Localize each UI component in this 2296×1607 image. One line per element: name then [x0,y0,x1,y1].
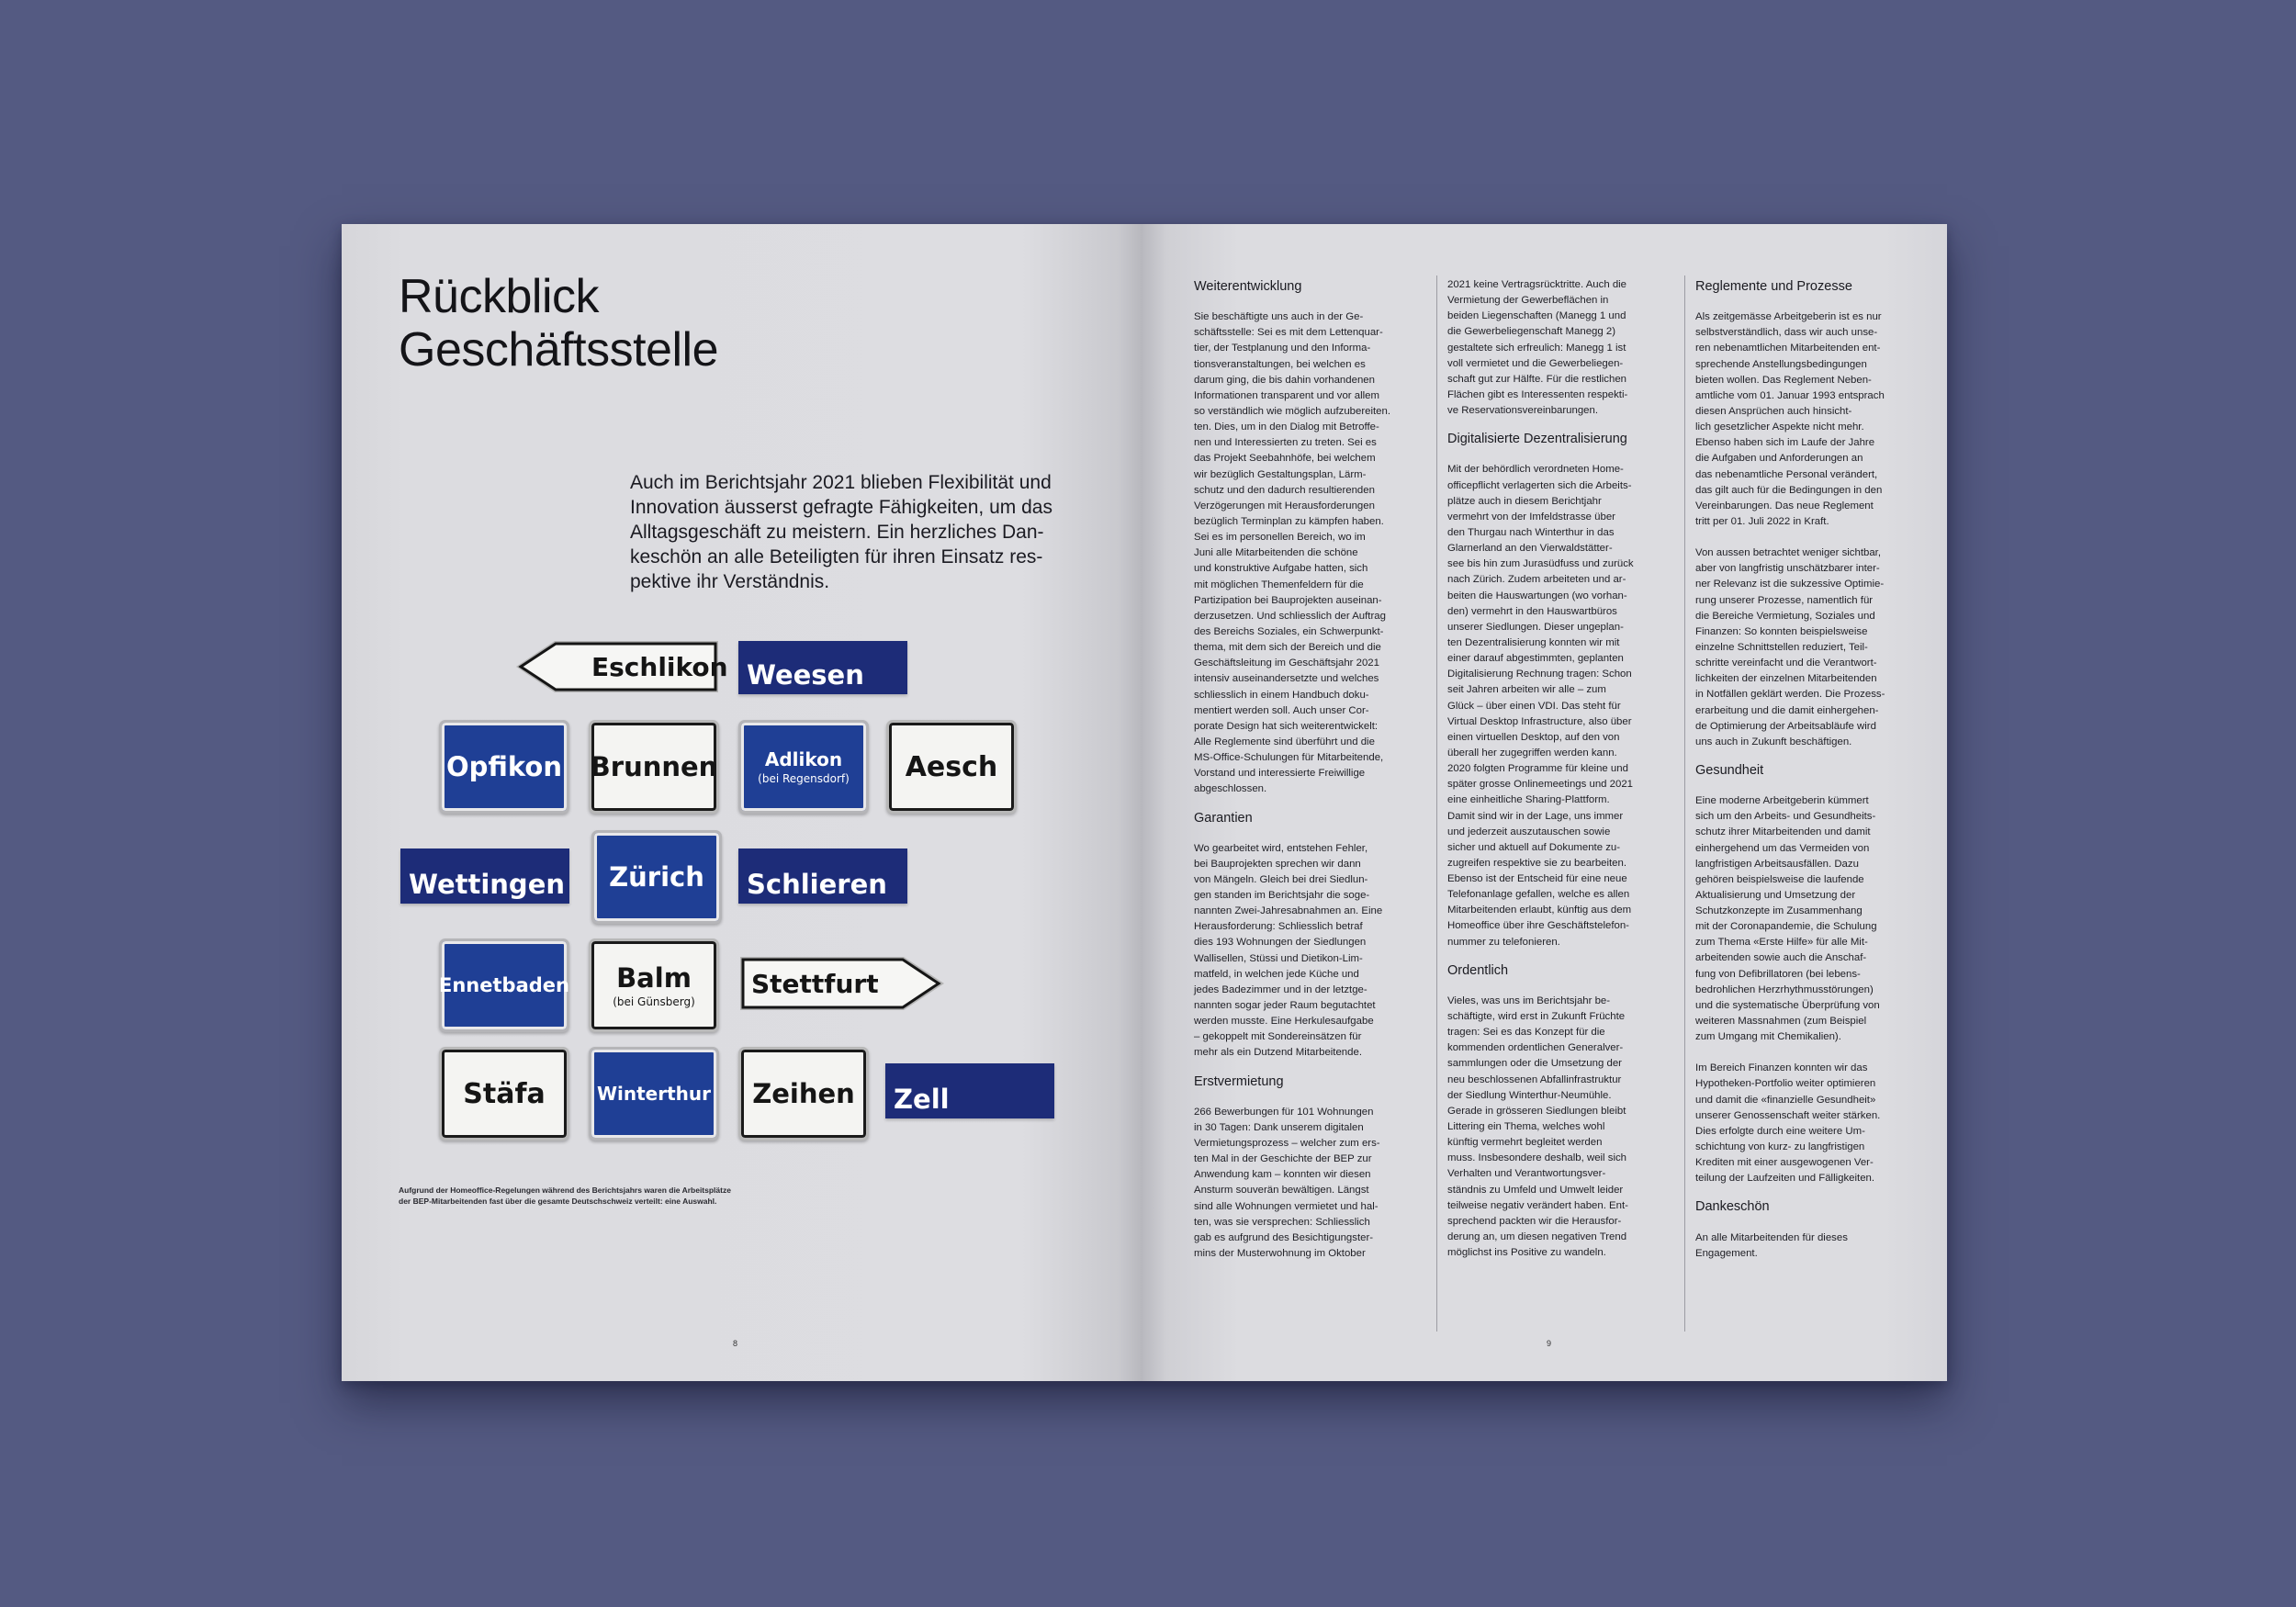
body-text-line: MS-Office-Schulungen für Mitarbeitende, [1194,752,1384,764]
body-text-line: Wo gearbeitet wird, entstehen Fehler, [1194,842,1368,854]
body-text-line: Im Bereich Finanzen konnten wir das [1695,1062,1868,1074]
sign-stettfurt [738,955,946,1012]
body-text-line: mehr als ein Dutzend Mitarbeitende. [1194,1047,1362,1059]
sign-label: Brunnen [590,751,718,782]
body-text-line: teilweise negativ verändert haben. Ent- [1447,1199,1628,1211]
body-text-line: schichtung von kurz- zu langfristigen [1695,1141,1865,1153]
body-text-line: erarbeitung und die damit einhergehen- [1695,704,1879,716]
body-text-line: vermehrt von der Imfeldstrasse über [1447,511,1615,523]
body-text-line: eine einheitliche Sharing-Plattform. [1447,794,1610,806]
body-text-line: abgeschlossen. [1194,783,1267,795]
body-text-line: ten Dezentralisierung konnten wir mit [1447,636,1620,648]
body-text-line: Gerade in grösseren Siedlungen bleibt [1447,1105,1626,1117]
body-text-line: voll vermietet und die Gewerbeliegen- [1447,357,1624,369]
sign-label: Adlikon [764,748,843,770]
body-text-line: ner Relevanz ist die sukzessive Optimie- [1695,579,1885,590]
body-text-line: Schutzkonzepte im Zusammenhang [1695,905,1863,917]
body-text-line: rung unserer Prozesse, namentlich für [1695,594,1874,606]
body-text-line: Digitalisierung Rechnung tragen: Schon [1447,669,1632,680]
body-text-line: bedrohlichen Herzrhythmusstörungen) [1695,983,1874,995]
sign-sublabel: (bei Regensdorf) [758,772,850,785]
body-text-line: porate Design hat sich weiterentwickelt: [1194,720,1379,732]
body-text-line: tionsveranstaltungen, bei welchen es [1194,358,1366,370]
body-text-line: Vermietung der Gewerbeflächen in [1447,295,1609,307]
body-text-line: see bis hin zum Jurasüdfuss und zurück [1447,558,1634,570]
body-text-line: nannten sogar jeder Raum begutachtet [1194,1000,1376,1012]
body-text-line: zum Thema «Erste Hilfe» für alle Mit- [1695,937,1868,949]
body-text-line: darum ging, die bis dahin vorhandenen [1194,374,1375,386]
sign-eschlikon [514,639,728,694]
body-text-line: Glarnerland an den Vierwaldstätter- [1447,543,1613,555]
body-text-line: in 30 Tagen: Dank unserem digitalen [1194,1121,1364,1133]
body-text-line: die Bereiche Vermietung, Soziales und [1695,610,1875,622]
sign-zeihen [738,1047,869,1141]
lead-line: pektive ihr Verständnis. [630,571,830,592]
body-text-line: ten, was sie versprechen: Schliesslich [1194,1216,1370,1228]
body-text-line: wir bezüglich Gestaltungsplan, Lärm- [1194,468,1367,480]
body-text-line: ren nebenamtlichen Mitarbeitenden ent- [1695,343,1881,354]
section-heading: Digitalisierte Dezentralisierung [1447,432,1627,447]
body-text-line: Alle Reglemente sind überführt und die [1194,736,1375,747]
body-text-line: Verhalten und Verantwortungsver- [1447,1168,1606,1180]
body-text-line: sprechende Anstellungsbedingungen [1695,358,1867,370]
body-text-line: Als zeitgemässe Arbeitgeberin ist es nur [1695,311,1882,323]
body-text-line: gehören beispielsweise die laufende [1695,873,1864,885]
body-text-line: Sie beschäftigte uns auch in der Ge- [1194,311,1364,323]
body-text-line: Damit sind wir in der Lage, uns immer [1447,810,1624,822]
body-text-line: Mit der behördlich verordneten Home- [1447,464,1624,476]
body-text-line: die Aufgaben und Anforderungen an [1695,453,1863,465]
title-line-1: Rückblick [399,270,599,323]
body-text-line: mit möglichen Themenfeldern für die [1194,579,1364,590]
body-text-line: schritte vereinfacht und die Verantwort- [1695,657,1877,669]
body-text-line: Dies erfolgte durch eine weitere Um- [1695,1125,1865,1137]
column-divider [1684,275,1685,1332]
body-text-line: diesen Ansprüchen auch hinsicht- [1695,405,1852,417]
sign-brunnen [589,720,719,814]
sign-aesch [886,720,1017,814]
section-heading: Garantien [1194,810,1253,826]
body-text-line: plätze auch in diesem Berichtjahr [1447,495,1602,507]
body-text-line: An alle Mitarbeitenden für dieses [1695,1231,1848,1243]
image-caption [399,1185,748,1207]
body-text-line: amtliche vom 01. Januar 1993 entsprach [1695,389,1885,401]
body-text-line: Krediten mit einer ausgewogenen Ver- [1695,1157,1874,1169]
body-text-line: Ebenso ist der Entscheid für eine neue [1447,873,1627,885]
body-text-line: Homeoffice über ihre Geschäftstelefon- [1447,920,1629,932]
body-text-line: Vieles, was uns im Berichtsjahr be- [1447,995,1611,1006]
sign-label: Weesen [747,659,864,691]
body-text-line: in Notfällen geklärt werden. Die Prozess- [1695,689,1885,701]
body-text-line: beiten die Hauswartungen (wo vorhan- [1447,590,1627,601]
body-text-line: bezüglich Terminplan zu kämpfen haben. [1194,515,1384,527]
body-text-line: fung von Defibrillatoren (bei lebens- [1695,968,1861,980]
body-text-line: sicher und aktuell auf Dokumente zu- [1447,841,1621,853]
sign-label: Balm [616,962,692,994]
body-text-line: jedes Badezimmer und in der letztge- [1194,983,1367,995]
body-text-line: sind alle Wohnungen vermietet und hal- [1194,1200,1379,1212]
body-text-line: mins der Musterwohnung im Oktober [1194,1248,1366,1260]
body-text-line: 2020 folgten Programme für kleine und [1447,763,1628,775]
body-text-line: bieten wollen. Das Reglement Neben- [1695,374,1872,386]
body-text-line: Glück – über einen VDI. Das steht für [1447,700,1621,712]
sign-label: Aesch [905,750,998,783]
magazine-spread [342,224,1947,1381]
body-text-line: Herausforderung: Schliesslich betraf [1194,921,1363,933]
section-heading: Reglemente und Prozesse [1695,279,1852,294]
sign-staefa [439,1047,569,1141]
paragraph-gap [1695,1045,1925,1061]
section-heading: Dankeschön [1695,1199,1770,1215]
body-text-line: Anwendung kam – konnten wir diesen [1194,1169,1371,1181]
caption-line: der BEP-Mitarbeitenden fast über die gesamte Deutschschweiz verteilt: eine Auswahl. [399,1197,717,1206]
text-column-2 [1447,277,1677,1261]
body-text-line: einhergehend um das Vermeiden von [1695,842,1870,854]
body-text-line: Geschäftsleitung im Geschäftsjahr 2021 [1194,657,1379,669]
paragraph-gap [1695,530,1925,545]
body-text-line: nummer zu telefonieren. [1447,936,1560,948]
body-text-line: 266 Bewerbungen für 101 Wohnungen [1194,1106,1374,1118]
body-text-line: und damit die «finanzielle Gesundheit» [1695,1094,1876,1106]
body-text-line: Von aussen betrachtet weniger sichtbar, [1695,547,1881,559]
body-text-line: matfeld, in welchen jede Küche und [1194,968,1359,980]
body-text-line: Vermietungsprozess – welcher zum ers- [1194,1138,1380,1150]
caption-line: Aufgrund der Homeoffice-Regelungen während des Berichtsjahrs waren die Arbeitsplätze [399,1186,731,1195]
body-text-line: einzelne Schnittstellen reduziert, Teil- [1695,641,1868,653]
body-text-line: nach Zürich. Zudem arbeiteten und ar- [1447,574,1626,586]
body-text-line: den Thurgau nach Winterthur in das [1447,526,1615,538]
sign-label: Zell [894,1084,950,1115]
body-text-line: beiden Liegenschaften (Manegg 1 und [1447,310,1626,322]
body-text-line: das nebenamtliche Personal verändert, [1695,468,1878,480]
body-text-line: überall her zugegriffen werden kann. [1447,747,1617,759]
body-text-line: ve Reservationsvereinbarungen. [1447,405,1598,417]
body-text-line: Engagement. [1695,1247,1758,1259]
body-text-line: arbeitenden sowie auch die Anschaf- [1695,952,1867,964]
body-text-line: Telefonanlage gefallen, welche es allen [1447,889,1630,901]
body-text-line: neu beschlossenen Abfallinfrastruktur [1447,1073,1622,1085]
body-text-line: muss. Insbesondere deshalb, weil sich [1447,1152,1627,1164]
body-text-line: schliesslich in einem Handbuch doku- [1194,689,1369,701]
body-text-line: gestaltete sich erfreulich: Manegg 1 ist [1447,342,1626,354]
body-text-line: Informationen transparent und vor allem [1194,389,1379,401]
sign-zell [885,1063,1054,1118]
body-text-line: und die systematische Überprüfung von [1695,999,1880,1011]
sign-label: Ennetbaden [439,974,569,996]
body-text-line: der Siedlung Winterthur-Neumühle. [1447,1089,1612,1101]
body-text-line: – gekoppelt mit Sondereinsätzen für [1194,1031,1362,1043]
body-text-line: dies 193 Wohnungen der Siedlungen [1194,937,1367,949]
body-text-line: derzusetzen. Und schliesslich der Auftrag [1194,610,1386,622]
sign-label: Opfikon [446,751,562,782]
body-text-line: mit der Coronapandemie, die Schulung [1695,921,1877,933]
body-text-line: einen virtuellen Desktop, auf den von [1447,731,1620,743]
lead-line: Auch im Berichtsjahr 2021 blieben Flexibilität und [630,472,1052,493]
right-page [1142,224,1947,1381]
body-text-line: und jederzeit auszutauschen sowie [1447,826,1611,837]
sign-label: Schlieren [747,869,887,900]
sign-label: Zürich [609,861,704,893]
body-text-line: unserer Siedlungen. Dieser ungeplan- [1447,621,1624,633]
body-text-line: Ansturm souverän bewältigen. Längst [1194,1185,1369,1197]
body-text-line: das Projekt Seebahnhöfe, bei welchem [1194,453,1376,465]
body-text-line: schaft gut zur Hälfte. Für die restlichen [1447,373,1626,385]
section-heading: Weiterentwicklung [1194,279,1302,294]
body-text-line: mentiert werden soll. Auch unser Cor- [1194,704,1369,716]
sign-zuerich [591,830,722,924]
body-text-line: officepflicht verlagerten sich die Arbeits- [1447,479,1632,491]
body-text-line: zugreifen respektive sie zu bearbeiten. [1447,857,1627,869]
lead-line: keschön an alle Beteiligten für ihren Einsatz res- [630,546,1043,568]
sign-label: Winterthur [596,1083,712,1105]
body-text-line: langfristigen Arbeitsausfällen. Dazu [1695,858,1859,870]
body-text-line: das gilt auch für die Bedingungen in den [1695,484,1883,496]
sign-schlieren [738,848,907,904]
body-text-line: Sei es im personellen Bereich, wo im [1194,532,1366,544]
body-text-line: schutz ihrer Mitarbeitenden und damit [1695,826,1871,838]
body-text-line: uns auch in Zukunft beschäftigen. [1695,736,1852,747]
body-text-line: Verzögerungen mit Herausforderungen [1194,500,1375,511]
section-heading: Ordentlich [1447,962,1509,978]
body-text-line: Virtual Desktop Infrastructure, also über [1447,715,1632,727]
sign-weesen [738,641,907,694]
body-text-line: selbstverständlich, dass wir auch unse- [1695,327,1878,339]
title-line-2: Geschäftsstelle [399,323,718,376]
body-text-line: Eine moderne Arbeitgeberin kümmert [1695,795,1869,807]
body-text-line: intensiv auseinandersetzte und welches [1194,673,1379,685]
body-text-line: teilung der Laufzeiten und Fälligkeiten. [1695,1173,1875,1185]
body-text-line: später grosse Onlinemeetings und 2021 [1447,779,1633,791]
body-text-line: Ebenso haben sich im Laufe der Jahre [1695,437,1875,449]
body-text-line: möglichst ins Positive zu wandeln. [1447,1247,1606,1259]
left-page [342,224,1142,1381]
body-text-line: Littering ein Thema, welches wohl [1447,1121,1605,1133]
body-text-line: sprechend packten wir die Herausfor- [1447,1215,1622,1227]
page-number-left: 8 [733,1339,738,1348]
body-text-line: Partizipation bei Bauprojekten auseinan- [1194,594,1382,606]
body-text-line: thema, mit dem sich der Bereich und die [1194,642,1381,654]
body-text-line: den) vermehrt in den Hauswartbüros [1447,605,1617,617]
body-text-line: sammlungen oder die Umsetzung der [1447,1058,1622,1070]
section-heading: Gesundheit [1695,762,1764,778]
section-heading: Erstvermietung [1194,1073,1284,1089]
lead-paragraph [630,470,1062,594]
page-title [399,270,718,376]
lead-line: Innovation äusserst gefragte Fähigkeiten, um das [630,497,1052,518]
body-text-line: gab es aufgrund des Besichtigungster- [1194,1231,1374,1243]
body-text-line: Hypotheken-Portfolio weiter optimieren [1695,1078,1876,1090]
body-text-line: kommenden ordentlichen Generalver- [1447,1042,1624,1054]
body-text-line: des Bereichs Soziales, ein Schwerpunkt- [1194,625,1384,637]
page-number-right: 9 [1547,1339,1552,1348]
body-text-line: nannten Zwei-Jahresabnahmen an. Eine [1194,905,1383,917]
body-text-line: die Gewerbeliegenschaft Manegg 2) [1447,326,1615,338]
lead-line: Alltagsgeschäft zu meistern. Ein herzliches Dan- [630,522,1044,543]
body-text-line: sich um den Arbeits- und Gesundheits- [1695,811,1876,823]
body-text-line: Aktualisierung und Umsetzung der [1695,889,1856,901]
body-text-line: tragen: Sei es das Konzept für die [1447,1027,1605,1039]
body-text-line: bei Bauprojekten sprechen wir dann [1194,858,1361,870]
body-text-line: seit Jahren arbeiten wir alle – zum [1447,684,1606,696]
body-text-line: so verständlich wie möglich aufzubereiten. [1194,405,1391,417]
body-text-line: unserer Genossenschaft weiter stärken. [1695,1109,1881,1121]
body-text-line: Finanzen: So konnten beispielsweise [1695,625,1868,637]
body-text-line: Vereinbarungen. Das neue Reglement [1695,500,1874,511]
body-text-line: künftig vermehrt begleitet werden [1447,1137,1603,1149]
body-text-line: von Mängeln. Gleich bei drei Siedlun- [1194,873,1368,885]
sign-label: Wettingen [409,869,566,900]
body-text-line: Juni alle Mitarbeitenden die schöne [1194,547,1358,559]
body-text-line: Flächen gibt es Interessenten respekti- [1447,388,1628,400]
sign-label: Stettfurt [751,968,879,999]
body-text-line: werden musste. Eine Herkulesaufgabe [1194,1016,1374,1028]
sign-winterthur [589,1047,719,1141]
body-text-line: lich gesetzlicher Aspekte nicht mehr. [1695,421,1864,433]
body-text-line: ten Mal in der Geschichte der BEP zur [1194,1153,1372,1165]
sign-adlikon [738,720,869,814]
body-text-line: Wallisellen, Stüssi und Dietikon-Lim- [1194,952,1363,964]
text-column-1 [1194,277,1424,1262]
body-text-line: lichkeiten der einzelnen Mitarbeitenden [1695,673,1877,685]
body-text-line: tier, der Testplanung und den Informa- [1194,343,1371,354]
body-text-line: weiteren Massnahmen (zum Beispiel [1695,1016,1867,1028]
body-text-line: schäftsstelle: Sei es mit dem Lettenquar- [1194,327,1383,339]
sign-label: Zeihen [752,1078,855,1109]
body-text-line: Mitarbeitenden erlaubt, künftig aus dem [1447,905,1632,916]
body-text-line: Vorstand und interessierte Freiwillige [1194,768,1366,780]
sign-label: Stäfa [463,1077,546,1110]
sign-label: Eschlikon [591,651,728,682]
body-text-line: aber von langfristig unschätzbarer inter- [1695,563,1880,575]
body-text-line: derung an, um diesen negativen Trend [1447,1231,1627,1243]
text-column-3 [1695,277,1925,1262]
column-divider [1436,275,1437,1332]
body-text-line: schäftigte, wird erst in Zukunft Früchte [1447,1011,1626,1023]
body-text-line: zum Umgang mit Chemikalien). [1695,1031,1841,1043]
body-text-line: schutz und den dadurch resultierenden [1194,484,1375,496]
sign-wettingen [400,848,569,904]
body-text-line: 2021 keine Vertragsrücktritte. Auch die [1447,279,1627,290]
sign-opfikon [439,720,569,814]
body-text-line: ten. Dies, um in den Dialog mit Betroffe- [1194,421,1379,433]
body-text-line: nen und Interessierten zu treten. Sei es [1194,437,1377,449]
body-text-line: de Optimierung der Arbeitsabläufe wird [1695,720,1876,732]
sign-sublabel: (bei Günsberg) [613,995,695,1008]
body-text-line: tritt per 01. Juli 2022 in Kraft. [1695,515,1829,527]
body-text-line: ständnis zu Umfeld und Umwelt leider [1447,1184,1624,1196]
body-text-line: einer darauf abgestimmten, geplanten [1447,653,1624,665]
body-text-line: gen standen im Berichtsjahr die soge- [1194,890,1370,902]
sign-ennetbaden [439,938,569,1032]
body-text-line: und konstruktive Aufgabe hatten, sich [1194,563,1368,575]
sign-balm [589,938,719,1032]
